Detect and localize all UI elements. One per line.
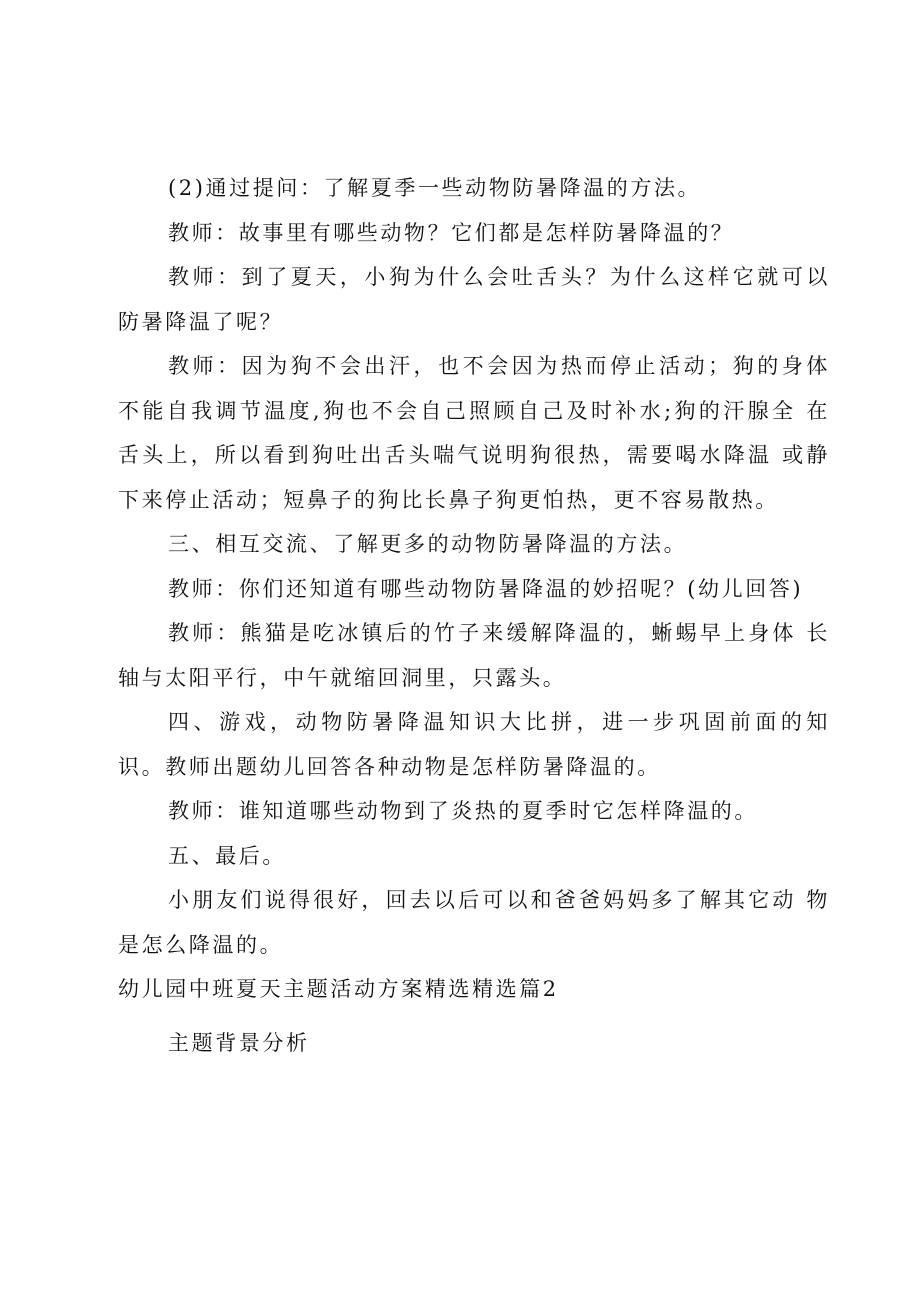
paragraph-teacher-who-knows: 教师：谁知道哪些动物到了炎热的夏季时它怎样降温的。 [168, 799, 758, 823]
subheading-theme-background: 主题背景分析 [168, 1030, 310, 1055]
paragraph-questioning: (2)通过提问：了解夏季一些动物防暑降温的方法。 [168, 176, 702, 200]
section-four-game: 四、游戏，动物防暑降温知识大比拼，进一步巩固前面的知 识。教师出题幼儿回答各种动物是怎样防暑降温的。 [118, 710, 830, 779]
paragraph-teacher-more-animals: 教师：你们还知道有哪些动物防暑降温的妙招呢？(幼儿回答) [168, 576, 804, 601]
paragraph-teacher-dog-tongue: 教师：到了夏天，小狗为什么会吐舌头？为什么这样它就可以 防暑降温了呢？ [118, 265, 830, 334]
paragraph-closing: 小朋友们说得很好，回去以后可以和爸爸妈妈多了解其它动 物是怎么降温的。 [118, 888, 830, 957]
document-body [118, 166, 830, 1065]
section-heading-part2: 幼儿园中班夏天主题活动方案精选精选篇2 [118, 977, 559, 1001]
paragraph-teacher-panda-lizard: 教师：熊猫是吃冰镇后的竹子来缓解降温的，蜥蜴早上身体 长轴与太阳平行，中午就缩回洞里，只露头。 [118, 621, 830, 690]
paragraph-teacher-story-animals: 教师：故事里有哪些动物？它们都是怎样防暑降温的？ [168, 220, 735, 245]
paragraph-teacher-dog-explanation: 教师：因为狗不会出汗，也不会因为热而停止活动；狗的身体 不能自我调节温度,狗也不会自己照顾自己及时补水;狗的汗腺全 在舌头上，所以看到狗吐出舌头喘气说明狗很热，需要喝水降温 或静下来停止活动；短鼻子的狗比长鼻子狗更怕热，更不容易散热。 [118, 354, 830, 512]
section-three-heading: 三、相互交流、了解更多的动物防暑降温的方法。 [168, 532, 688, 556]
section-five-heading: 五、最后。 [168, 843, 286, 868]
